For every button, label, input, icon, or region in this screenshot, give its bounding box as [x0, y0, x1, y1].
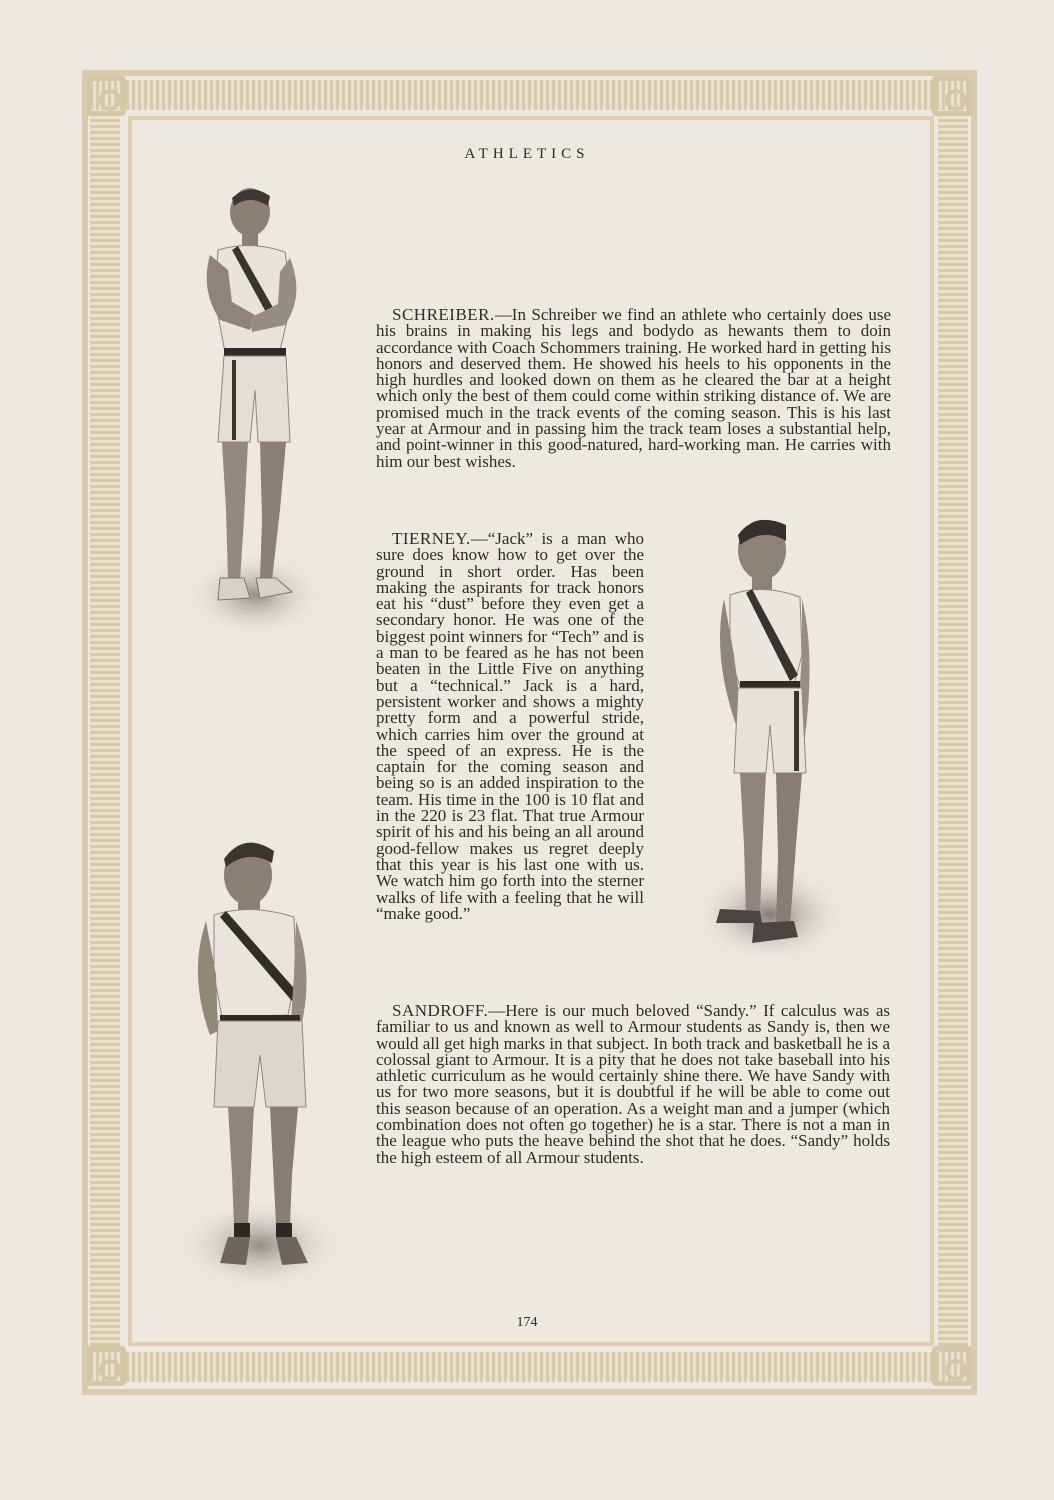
tierney-paragraph — [376, 531, 644, 922]
sandroff-name: SANDROFF. — [392, 1001, 489, 1020]
right-border-band — [938, 110, 968, 1352]
photo-sandroff — [170, 825, 350, 1295]
page-heading: ATHLETICS — [464, 146, 590, 162]
page-number: 174 — [516, 1315, 538, 1330]
left-border-band — [90, 110, 120, 1352]
corner-ornament-bottom-right — [932, 1346, 972, 1386]
corner-ornament-top-right — [932, 76, 972, 116]
schreiber-name: SCHREIBER. — [392, 305, 495, 324]
sandroff-text: —Here is our much beloved “Sandy.” If calculus was as familiar to us and known as well to Armour students as Sandy is, then we would all get high marks in that subject. In both track and basketball he is a colossal giant to Armour. It is a pity that he does not take baseball into his athletic curriculum as he would certainly shine there. We have Sandy with us for two more seasons, but it is doubtful if he will be able to come out this season because of an operation. As a weight man and a jumper (which combination does not often go together) he is a star. There is not a man in the league who puts the heave behind the shot that he does. “Sandy” holds the high esteem of all Armour students. — [376, 1001, 890, 1167]
photo-tierney — [690, 505, 850, 975]
schreiber-paragraph — [376, 307, 891, 470]
sandroff-paragraph — [376, 1003, 890, 1166]
tierney-name: TIERNEY. — [392, 529, 471, 548]
top-border-band — [90, 80, 968, 110]
schreiber-text: —In Schreiber we find an athlete who certainly does use his brains in making his legs and bodydo as hewants them to doin accordance with Coach Schommers training. He worked hard in getting his honors and deserved them. He showed his heels to his opponents in the high hurdles and looked down on them as he cleared the bar at a height which only the best of them could come within striking distance of. We are promised much in the track events of the coming season. This is his last year at Armour and in passing him the track team loses a substantial help, and point-winner in this good-natured, hard-working man. He carries with him our best wishes. — [376, 305, 891, 471]
tierney-text: —“Jack” is a man who sure does know how to get over the ground in short order. Has been making the aspirants for track honors eat his “dust” before they even get a secondary honor. He was one of the biggest point winners for “Tech” and is a man to be feared as he has not been beaten in the Little Five on anything but a “technical.” Jack is a hard, persistent worker and shows a mighty pretty form and a powerful stride, which carries him over the ground at the speed of an express. He is the captain for the coming season and being so is an added inspiration to the team. His time in the 100 is 10 flat and in the 220 is 23 flat. That true Armour spirit of his and his being an all around good-fellow makes us regret deeply that this year is his last one with us. We watch him go forth into the sterner walks of life with a feeling that he will “make good.” — [376, 529, 644, 923]
corner-ornament-top-left — [86, 76, 126, 116]
bottom-border-band — [90, 1352, 968, 1382]
photo-schreiber — [180, 180, 330, 650]
corner-ornament-bottom-left — [86, 1346, 126, 1386]
